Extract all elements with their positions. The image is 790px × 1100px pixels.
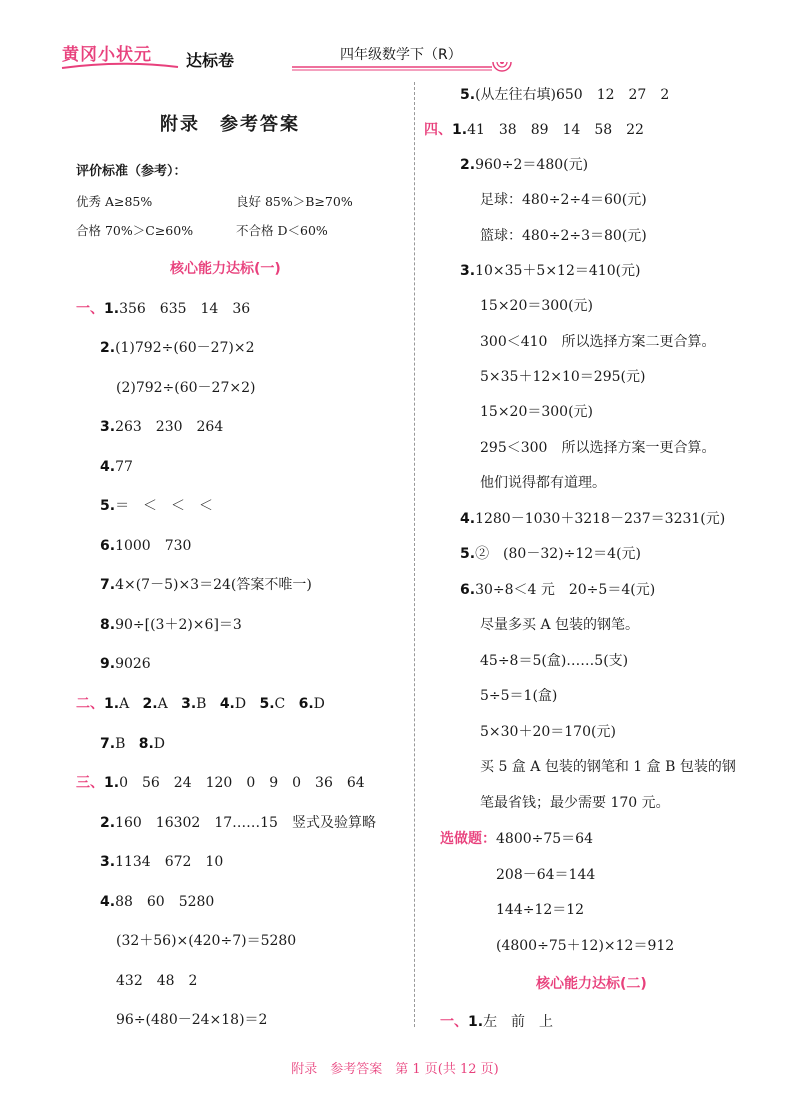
question-number: 1. [104, 301, 120, 317]
answer-text: A [157, 696, 168, 712]
grade-label: 四年级数学下（R） [340, 47, 462, 63]
question-number: 3. [100, 854, 116, 870]
question-number: 1. [104, 696, 120, 712]
optional-q-c: 144÷12＝12 [496, 902, 585, 918]
answer-s4-q3g: 他们说得都有道理。 [480, 475, 606, 491]
column-divider [414, 82, 415, 1027]
answer-s3-q4c: 432 48 2 [116, 973, 198, 989]
answer-s3-q1 [76, 774, 365, 792]
answer-text: C [274, 696, 286, 712]
criteria-heading: 评价标准（参考）： [76, 164, 187, 179]
section-title-2: 核心能力达标(二) [536, 976, 647, 992]
question-number: 5. [460, 546, 476, 562]
answer-s1-q2b: (2)792÷(60－27×2) [116, 380, 256, 396]
answer-text: 30÷8＜4 元 20÷5＝4(元) [475, 582, 656, 598]
answer-s1-q8 [100, 616, 242, 634]
answer-s4-q6g: 笔最省钱；最少需要 170 元。 [480, 795, 670, 811]
question-number: 7. [100, 736, 116, 752]
question-number: 2. [100, 815, 116, 831]
answer-text: ② (80－32)÷12＝4(元) [475, 546, 641, 562]
answer-text: 4800÷75＝64 [496, 831, 593, 847]
criteria-excellent: 优秀 A≥85% [76, 194, 153, 209]
brand-logo: 黄冈小状元 [62, 45, 152, 65]
answer-text: 160 16302 17……15 竖式及验算略 [115, 815, 376, 831]
answer-text: (1)792÷(60－27)×2 [115, 340, 255, 356]
answer-s4-q6d: 5÷5＝1(盒) [480, 688, 558, 704]
section-label: 一、 [76, 301, 104, 317]
answer-text: 960÷2＝480(元) [475, 157, 589, 173]
answer-s4-q2b: 足球：480÷2÷4＝60(元) [480, 192, 647, 208]
answer-s3-q3 [100, 853, 223, 871]
question-number: 2. [142, 696, 158, 712]
section-label: 三、 [76, 775, 104, 791]
question-number: 5. [259, 696, 275, 712]
answer-text: 0 56 24 120 0 9 0 36 64 [119, 775, 365, 791]
question-number: 1. [452, 122, 468, 138]
answer-s3-q4b: (32＋56)×(420÷7)＝5280 [116, 933, 297, 949]
question-number: 5. [100, 498, 116, 514]
question-number: 4. [100, 894, 116, 910]
question-number: 1. [104, 775, 120, 791]
answer-text: 左 前 上 [483, 1014, 554, 1030]
answer-s4-q2c: 篮球：480÷2÷3＝80(元) [480, 228, 647, 244]
brand-subtitle: 达标卷 [186, 51, 235, 70]
question-number: 4. [460, 511, 476, 527]
page-title: 附录 参考答案 [160, 114, 300, 135]
section-label: 一、 [440, 1014, 468, 1030]
question-number: 8. [100, 617, 116, 633]
answer-text: 10×35＋5×12＝410(元) [475, 263, 641, 279]
answer-s1-q2a [100, 339, 255, 357]
answer-text: 356 635 14 36 [119, 301, 251, 317]
optional-q-a [440, 830, 593, 848]
brand-swoosh-icon [60, 62, 180, 72]
question-number: 3. [460, 263, 476, 279]
question-number: 3. [100, 419, 116, 435]
answer-text: 1280－1030＋3218－237＝3231(元) [475, 511, 726, 527]
answer-s4-q3b: 15×20＝300(元) [480, 298, 594, 314]
section-title-1: 核心能力达标(一) [170, 261, 281, 277]
answer-s4-q6b: 尽量多买 A 包装的钢笔。 [480, 617, 640, 633]
answer-next-q1 [440, 1013, 553, 1031]
answer-text: D [313, 696, 325, 712]
answer-s4-q1 [424, 121, 644, 139]
question-number: 3. [181, 696, 197, 712]
answer-s3-q5 [460, 86, 669, 104]
question-number: 6. [100, 538, 116, 554]
answer-s4-q3a [460, 262, 641, 280]
question-number: 4. [219, 696, 235, 712]
answer-s4-q6c: 45÷8＝5(盒)……5(支) [480, 653, 629, 669]
answer-s4-q5 [460, 545, 641, 563]
answer-text: 1134 672 10 [115, 854, 224, 870]
answer-s3-q4d: 96÷(480－24×18)＝2 [116, 1012, 268, 1028]
answer-s3-q4a [100, 893, 214, 911]
answer-s2-row1 [76, 695, 325, 713]
answer-text: 9026 [115, 656, 151, 672]
answer-text: B [196, 696, 207, 712]
criteria-good: 良好 85%＞B≥70% [236, 194, 353, 209]
criteria-fail: 不合格 D＜60% [236, 223, 328, 238]
answer-s2-row2 [100, 735, 165, 753]
answer-text: 4×(7－5)×3＝24(答案不唯一) [115, 577, 312, 593]
answer-text: B [115, 736, 126, 752]
answer-text: 77 [115, 459, 133, 475]
page-footer: 附录 参考答案 第 1 页(共 12 页) [291, 1062, 499, 1077]
answer-s4-q3c: 300＜410 所以选择方案二更合算。 [480, 334, 716, 350]
answer-s1-q7 [100, 576, 312, 594]
answer-s3-q2 [100, 814, 376, 832]
answer-text: 1000 730 [115, 538, 192, 554]
answer-text: D [153, 736, 166, 752]
answer-s4-q3f: 295＜300 所以选择方案一更合算。 [480, 440, 716, 456]
answer-s1-q4 [100, 458, 133, 476]
answer-text: A [119, 696, 130, 712]
answer-text: ＝ ＜ ＜ ＜ [115, 498, 214, 514]
answer-s4-q6e: 5×30＋20＝170(元) [480, 724, 616, 740]
answer-s4-q3e: 15×20＝300(元) [480, 404, 594, 420]
answer-s1-q6 [100, 537, 191, 555]
answer-s4-q6f: 买 5 盒 A 包装的钢笔和 1 盒 B 包装的钢 [480, 759, 736, 775]
answer-s1-q5 [100, 497, 213, 515]
section-label: 二、 [76, 696, 104, 712]
question-number: 4. [100, 459, 116, 475]
answer-s1-q9 [100, 655, 151, 673]
answer-text: 90÷[(3＋2)×6]＝3 [115, 617, 242, 633]
optional-q-b: 208－64＝144 [496, 867, 596, 883]
answer-text: (从左往右填)650 12 27 2 [475, 87, 670, 103]
question-number: 5. [460, 87, 476, 103]
section-label: 四、 [424, 122, 452, 138]
answer-s4-q6a [460, 581, 655, 599]
question-number: 2. [100, 340, 116, 356]
question-number: 9. [100, 656, 116, 672]
question-number: 7. [100, 577, 116, 593]
answer-text: D [234, 696, 247, 712]
answer-s4-q3d: 5×35＋12×10＝295(元) [480, 369, 646, 385]
answer-s4-q2a [460, 156, 588, 174]
criteria-pass: 合格 70%＞C≥60% [76, 223, 194, 238]
header-ornament-icon [292, 62, 522, 84]
question-number: 2. [460, 157, 476, 173]
question-number: 8. [138, 736, 154, 752]
answer-text: 88 60 5280 [115, 894, 215, 910]
optional-q-d: (4800÷75＋12)×12＝912 [496, 938, 675, 954]
answer-text: 263 230 264 [115, 419, 224, 435]
question-number: 6. [460, 582, 476, 598]
page-header [0, 0, 790, 80]
answer-s1-q1 [76, 300, 250, 318]
answer-s1-q3 [100, 418, 223, 436]
answer-s4-q4 [460, 510, 725, 528]
question-number: 6. [298, 696, 314, 712]
answer-text: 41 38 89 14 58 22 [467, 122, 644, 138]
question-number: 1. [468, 1014, 484, 1030]
section-label: 选做题： [440, 831, 496, 847]
